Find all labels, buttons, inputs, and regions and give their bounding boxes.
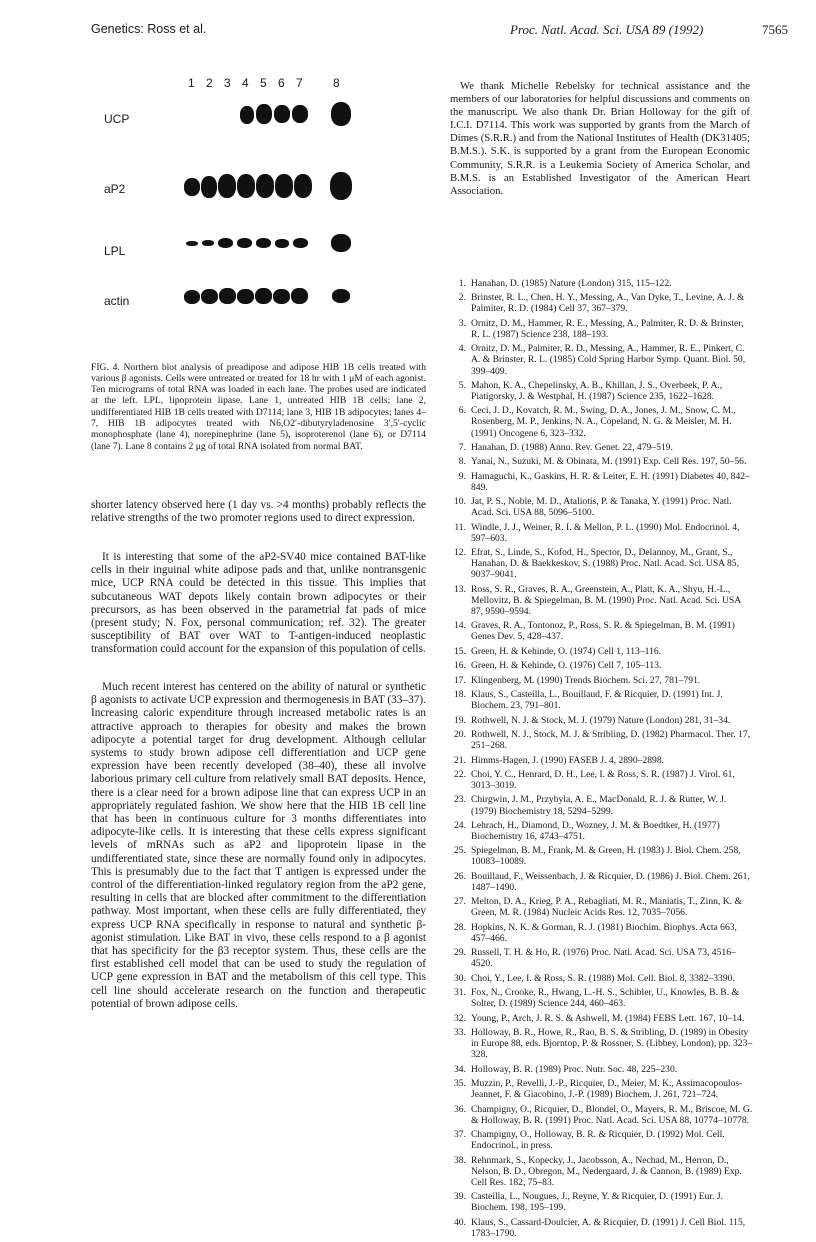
reference-text: Mahon, K. A., Chepelinsky, A. B., Khillan, J. S., Overbeek, P. A., Piatigorsky, J. & Westphal, H. (1987) Science 235, 1622–1628.	[471, 379, 723, 402]
reference-text: Champigny, O., Ricquier, D., Blondel, O., Mayers, R. M., Briscoe, M. G. & Holloway, B. R. (1991) Proc. Natl. Acad. Sci. USA 88, 10774–10778.	[471, 1103, 753, 1126]
reference-number: 5.	[458, 379, 466, 391]
reference-item	[451, 896, 753, 918]
reference-text: Holloway, B. R., Howe, R., Rao, B. S. & Stribling, D. (1989) in Obesity in Europe 88, eds. Bjorntop, P. & Rossner, S. (Libbey, London), pp. 323–328.	[471, 1027, 753, 1061]
reference-text: Choi, Y., Lee, I. & Ross, S. R. (1988) Mol. Cell. Biol. 8, 3382–3390.	[471, 972, 735, 984]
blot-band	[331, 234, 351, 252]
reference-number: 20.	[454, 729, 466, 741]
reference-number: 14.	[454, 620, 466, 632]
blot-band	[237, 174, 255, 198]
blot-band	[274, 105, 290, 123]
reference-item	[451, 456, 753, 467]
reference-number: 13.	[454, 583, 466, 595]
reference-number: 11.	[454, 521, 466, 533]
reference-item	[451, 1013, 753, 1024]
reference-text: Holloway, B. R. (1989) Proc. Nutr. Soc. 48, 225–230.	[471, 1063, 678, 1075]
reference-text: Melton, D. A., Krieg, P. A., Rebagliati, M. R., Maniatis, T., Zinn, K. & Green, M. R. (1984) Nucleic Acids Res. 12, 7035–7056.	[471, 896, 742, 919]
reference-text: Efrat, S., Linde, S., Kofod, H., Spector, D., Delannoy, M., Grant, S., Hanahan, D. & Baekkeskov, S. (1988) Proc. Natl. Acad. Sci. USA 85, 9037–9041.	[471, 547, 739, 581]
reference-number: 12.	[454, 547, 466, 559]
reference-item	[451, 1104, 753, 1126]
blot-band	[256, 174, 274, 198]
reference-text: Rothwell, N. J. & Stock, M. J. (1979) Nature (London) 281, 31–34.	[471, 714, 731, 726]
reference-item	[451, 380, 753, 402]
reference-item	[451, 794, 753, 816]
reference-text: Graves, R. A., Tontonoz, P., Ross, S. R. & Spiegelman, B. M. (1991) Genes Dev. 5, 428–437.	[471, 620, 735, 643]
reference-item	[451, 729, 753, 751]
blot-band	[293, 238, 308, 248]
reference-item	[451, 547, 753, 580]
blot-band	[201, 289, 218, 304]
reference-item	[451, 987, 753, 1009]
probe-label-lpl: LPL	[104, 244, 126, 258]
reference-number: 16.	[454, 660, 466, 672]
reference-text: Hamaguchi, K., Gaskins, H. R. & Leiter, E. H. (1991) Diabetes 40, 842–849.	[471, 470, 750, 493]
blot-band	[291, 288, 308, 304]
reference-number: 33.	[454, 1027, 466, 1039]
blot-band	[218, 238, 233, 248]
blot-band	[331, 102, 351, 126]
reference-item	[451, 620, 753, 642]
probe-label-ucp: UCP	[104, 112, 130, 126]
reference-number: 2.	[458, 292, 466, 304]
journal-citation: Proc. Natl. Acad. Sci. USA 89 (1992)	[510, 22, 704, 37]
lane-number: 1	[188, 76, 195, 90]
reference-text: Rehnmark, S., Kopecky, J., Jacobsson, A., Nechad, M., Herron, D., Nelson, B. D., Obregon, M., Nedergaard, J. & Cannon, B. (1989) Exp. Cell Res. 182, 75–83.	[471, 1154, 742, 1188]
reference-text: Jat, P. S., Noble, M. D., Ataliotis, P. & Tanaka, Y. (1991) Proc. Natl. Acad. Sci. USA 88, 5096–5100.	[471, 496, 732, 519]
reference-item	[451, 292, 753, 314]
lane-numbers	[188, 76, 428, 92]
probe-label-actin: actin	[104, 294, 130, 308]
reference-item	[451, 769, 753, 791]
blot-band	[186, 241, 198, 246]
reference-item	[451, 1191, 753, 1213]
reference-number: 4.	[458, 343, 466, 355]
blot-band	[275, 174, 293, 198]
acknowledgment: We thank Michelle Rebelsky for technical assistance and the members of our laboratories for helpful discussions and comments on the manuscript. We also thank Dr. Brian Holloway for the gift of I.C.I. D7114. This work was supported by grants from the March of Dimes (S.R.R.) and from the National Institutes of Health (DK31405; B.M.S.). S.K. is supported by a grant from the European Economic Community, S.R.R. is a Leukemia Society of America Scholar, and B.M.S. is an Established Investigator of the American Heart Association.	[450, 80, 750, 197]
reference-item	[451, 973, 753, 984]
reference-item	[451, 820, 753, 842]
reference-text: Ornitz, D. M., Palmiter, R. D., Messing, A., Hammer, R. E., Pinkert, C. A. & Brinster, R. L. (1985) Cold Spring Harbor Symp. Quant. Biol. 50, 399–409.	[471, 343, 746, 377]
reference-number: 37.	[454, 1129, 466, 1141]
blot-band	[273, 289, 290, 304]
reference-text: Champigny, O., Holloway, B. R. & Ricquier, D. (1992) Mol. Cell. Endocrinol., in press.	[471, 1129, 725, 1152]
reference-text: Fox, N., Crooke, R., Hwang, L.-H. S., Schibler, U., Knowles, B. B. & Solter, D. (1989) Science 244, 460–463.	[471, 987, 739, 1010]
reference-item	[451, 755, 753, 766]
reference-text: Bouillaud, F., Weissenbach, J. & Ricquier, D. (1986) J. Biol. Chem. 261, 1487–1490.	[471, 870, 750, 893]
reference-number: 26.	[454, 870, 466, 882]
reference-text: Spiegelman, B. M., Frank, M. & Green, H. (1983) J. Biol. Chem. 258, 10083–10089.	[471, 845, 741, 868]
reference-text: Russell, T. H. & Ho, R. (1976) Proc. Natl. Acad. Sci. USA 73, 4516–4520.	[471, 947, 736, 970]
reference-number: 17.	[454, 674, 466, 686]
reference-number: 9.	[458, 470, 466, 482]
blot-band	[219, 288, 236, 304]
lane-number: 4	[242, 76, 249, 90]
reference-text: Hopkins, N. K. & Gorman, R. J. (1981) Biochim. Biophys. Acta 663, 457–466.	[471, 921, 737, 944]
lane-number: 2	[206, 76, 213, 90]
body-paragraph: Much recent interest has centered on the ability of natural or synthetic β agonists to activate UCP expression and thermogenesis in BAT (33–37). Increasing caloric expenditure through increased metabolic rates is an attractive approach to therapies for obesity and makes the brown adipocyte a potential target for drug development. Although cellular systems to study brown adipose cell differentiation and UCP gene expression have been recently developed (38–40), these all involve laborious primary cell culture from relatively small BAT deposits. Hence, there is a clear need for a brown adipose line that can express UCP in an appropriately regulated fashion. We show here that the HIB 1B cell line that has been in continuous culture for 3 months differentiates into adipocyte-like cells. It is interesting that these cells express significant levels of mRNAs such as aP2 and lipoprotein lipase in the undifferentiated state, since these are normally found only in adipocytes. This is presumably due to the fact that T antigen is expressed under the control of the differentiation-linked regulatory region from the aP2 gene, resulting in cells that are blocked after commitment to the differentiation pathway. Most important, when these cells are fully differentiated, they express UCP RNA specifically in response to natural and synthetic β-agonist stimulation. Like BAT in vivo, these cells respond to a β agonist that has specificity for the β3 receptor system. Thus, these cells are the first established cell model that can be used to study the regulation of UCP gene expression in BAT and the metabolism of this cell type. This cell line should accelerate research on the function and therapeutic potential of brown adipose cells.	[91, 681, 426, 1010]
blot-band	[330, 172, 352, 200]
reference-item	[451, 584, 753, 617]
lane-number: 8	[333, 76, 340, 90]
reference-item	[451, 922, 753, 944]
reference-text: Casteilla, L., Nougues, J., Reyne, Y. & Ricquier, D. (1991) Eur. J. Biochem. 198, 195–199.	[471, 1191, 723, 1214]
blot-band	[237, 289, 254, 304]
reference-number: 38.	[454, 1154, 466, 1166]
reference-text: Hanahan, D. (1988) Annu. Rev. Genet. 22, 479–519.	[471, 441, 673, 453]
reference-item	[451, 1217, 753, 1239]
reference-number: 40.	[454, 1216, 466, 1228]
blot-band	[256, 238, 271, 248]
blot-band	[184, 178, 200, 196]
blot-band	[184, 290, 200, 304]
reference-number: 10.	[454, 496, 466, 508]
reference-item	[451, 1064, 753, 1075]
reference-number: 29.	[454, 947, 466, 959]
blot-band	[201, 176, 217, 198]
reference-number: 28.	[454, 921, 466, 933]
page-number: 7565	[762, 22, 788, 37]
reference-number: 21.	[454, 754, 466, 766]
reference-item	[451, 871, 753, 893]
reference-item	[451, 405, 753, 438]
probe-label-ap2: aP2	[104, 182, 126, 196]
reference-number: 1.	[458, 278, 466, 289]
reference-item	[451, 660, 753, 671]
reference-item	[451, 343, 753, 376]
lane-number: 3	[224, 76, 231, 90]
northern-blot-figure	[100, 72, 430, 342]
lane-number: 5	[260, 76, 267, 90]
reference-item	[451, 471, 753, 493]
reference-item	[451, 1155, 753, 1188]
blot-band	[332, 289, 350, 303]
running-head-left: Genetics: Ross et al.	[91, 22, 207, 36]
reference-number: 27.	[454, 896, 466, 908]
reference-item	[451, 522, 753, 544]
reference-number: 22.	[454, 768, 466, 780]
reference-text: Klaus, S., Casteilla, L., Bouillaud, F. & Ricquier, D. (1991) Int. J. Biochem. 23, 791–801.	[471, 689, 723, 712]
reference-number: 31.	[454, 987, 466, 999]
reference-number: 6.	[458, 405, 466, 417]
reference-number: 24.	[454, 819, 466, 831]
reference-text: Green, H. & Kehinde, O. (1976) Cell 7, 105–113.	[471, 660, 662, 672]
lane-number: 6	[278, 76, 285, 90]
reference-item	[451, 646, 753, 657]
blot-band	[292, 105, 308, 123]
reference-number: 30.	[454, 972, 466, 984]
reference-item	[451, 845, 753, 867]
blot-band	[255, 288, 272, 304]
reference-number: 15.	[454, 645, 466, 657]
reference-number: 34.	[454, 1063, 466, 1075]
reference-text: Klingenberg, M. (1990) Trends Biochem. Sci. 27, 781–791.	[471, 674, 701, 686]
reference-number: 8.	[458, 456, 466, 468]
reference-item	[451, 318, 753, 340]
reference-number: 23.	[454, 794, 466, 806]
reference-text: Rothwell, N. J., Stock, M. J. & Stribling, D. (1982) Pharmacol. Ther. 17, 251–268.	[471, 729, 751, 752]
reference-number: 25.	[454, 845, 466, 857]
reference-text: Brinster, R. L., Chen, H. Y., Messing, A., Van Dyke, T., Levine, A. J. & Palmiter, R. D. (1984) Cell 37, 367–379.	[471, 292, 745, 315]
reference-number: 39.	[454, 1191, 466, 1203]
blot-band	[294, 174, 312, 198]
blot-band	[256, 104, 272, 124]
reference-item	[451, 278, 753, 289]
reference-text: Muzzin, P., Revelli, J.-P., Ricquier, D., Meier, M. K., Assimacopoulos-Jeannet, F. & Giacobino, J.-P. (1989) Biochem. J. 261, 721–724.	[471, 1078, 743, 1101]
reference-text: Ornitz, D. M., Hammer, R. E., Messing, A., Palmiter, R. D. & Brinster, R. L. (1987) Science 238, 188–193.	[471, 317, 744, 340]
blot-band	[237, 238, 252, 248]
body-paragraph: It is interesting that some of the aP2-SV40 mice contained BAT-like cells in their inguinal white adipose pads and that, unlike nontransgenic mice, UCP RNA could be detected in this tissue. This implies that subcutaneous WAT depots likely contain brown adipocytes or their precursors, as has been observed in the parametrial fat pads of mice (present study; N. Fox, personal communication; ref. 32). The greater susceptibility of BAT over WAT to T-antigen-induced neoplastic transformation could account for the expansion of this population of cells.	[91, 551, 426, 656]
reference-item	[451, 947, 753, 969]
reference-item	[451, 689, 753, 711]
blot-band	[218, 174, 236, 198]
reference-number: 19.	[454, 714, 466, 726]
reference-text: Green, H. & Kehinde, O. (1974) Cell 1, 113–116.	[471, 645, 662, 657]
reference-number: 7.	[458, 441, 466, 453]
figure-caption: FIG. 4. Northern blot analysis of preadipose and adipose HIB 1B cells treated with various β agonists. Cells were untreated or treated for 18 hr with 1 μM of each agonist. Ten micrograms of total RNA was loaded in each lane. The probes used are indicated at the left. LPL, lipoprotein lipase. Lane 1, untreated HIB 1B cells; lane 2, undifferentiated HIB 1B cells treated with D7114; lane 3, HIB 1B adipocytes; lanes 4–7, HIB 1B adipocytes treated with N6,O2′-dibutyryladenosine 3′,5′-cyclic monophosphate (lane 4), norepinephrine (lane 5), isoproterenol (lane 6), or D7114 (lane 7). Lane 8 contains 2 μg of total RNA isolated from normal BAT.	[91, 361, 426, 452]
blot-band	[275, 239, 289, 248]
reference-item	[451, 715, 753, 726]
reference-number: 36.	[454, 1103, 466, 1115]
blot-band	[202, 240, 214, 246]
reference-item	[451, 496, 753, 518]
reference-number: 3.	[458, 317, 466, 329]
reference-number: 35.	[454, 1078, 466, 1090]
reference-text: Lehrach, H., Diamond, D., Wozney, J. M. & Boedtker, H. (1977) Biochemistry 16, 4743–4751.	[471, 819, 720, 842]
reference-item	[451, 1129, 753, 1151]
reference-text: Ross, S. R., Graves, R. A., Greenstein, A., Platt, K. A., Shyu, H.-L., Mellovitz, B. & Spiegelman, B. M. (1990) Proc. Natl. Acad. Sci. USA 87, 9590–9594.	[471, 583, 741, 617]
reference-number: 32.	[454, 1012, 466, 1024]
reference-text: Chirgwin, J. M., Przybyla, A. E., MacDonald, R. J. & Rutter, W. J. (1979) Biochemistry 18, 5294–5299.	[471, 794, 727, 817]
reference-text: Himms-Hagen, J. (1990) FASEB J. 4, 2890–2898.	[471, 754, 665, 766]
reference-item	[451, 442, 753, 453]
body-paragraph: shorter latency observed here (1 day vs. >4 months) probably reflects the relative strengths of the two promoter regions used to direct expression.	[91, 499, 426, 525]
reference-text: Windle, J. J., Weiner, R. I. & Mellon, P. L. (1990) Mol. Endocrinol. 4, 597–603.	[471, 521, 740, 544]
reference-text: Choi, Y. C., Henrard, D. H., Lee, I. & Ross, S. R. (1987) J. Virol. 61, 3013–3019.	[471, 768, 735, 792]
reference-item	[451, 1027, 753, 1060]
reference-text: Yanai, N., Suzuki, M. & Obinata, M. (1991) Exp. Cell Res. 197, 50–56.	[471, 456, 747, 468]
reference-list	[451, 278, 753, 1242]
reference-item	[451, 1078, 753, 1100]
reference-number: 18.	[454, 689, 466, 701]
reference-text: Ceci, J. D., Kovatch, R. M., Swing, D. A., Jones, J. M., Snow, C. M., Rosenberg, M. P., Jenkins, N. A., Copeland, N. G. & Meisler, M. H. (1991) Oncogene 6, 323–332.	[471, 405, 736, 439]
blot-band	[240, 106, 254, 124]
reference-text: Hanahan, D. (1985) Nature (London) 315, 115–122.	[471, 278, 672, 289]
lane-number: 7	[296, 76, 303, 90]
reference-text: Klaus, S., Cassard-Doulcier, A. & Ricquier, D. (1991) J. Cell Biol. 115, 1783–1790.	[471, 1216, 746, 1239]
reference-item	[451, 675, 753, 686]
reference-text: Young, P., Arch, J. R. S. & Ashwell, M. (1984) FEBS Lett. 167, 10–14.	[471, 1012, 745, 1024]
